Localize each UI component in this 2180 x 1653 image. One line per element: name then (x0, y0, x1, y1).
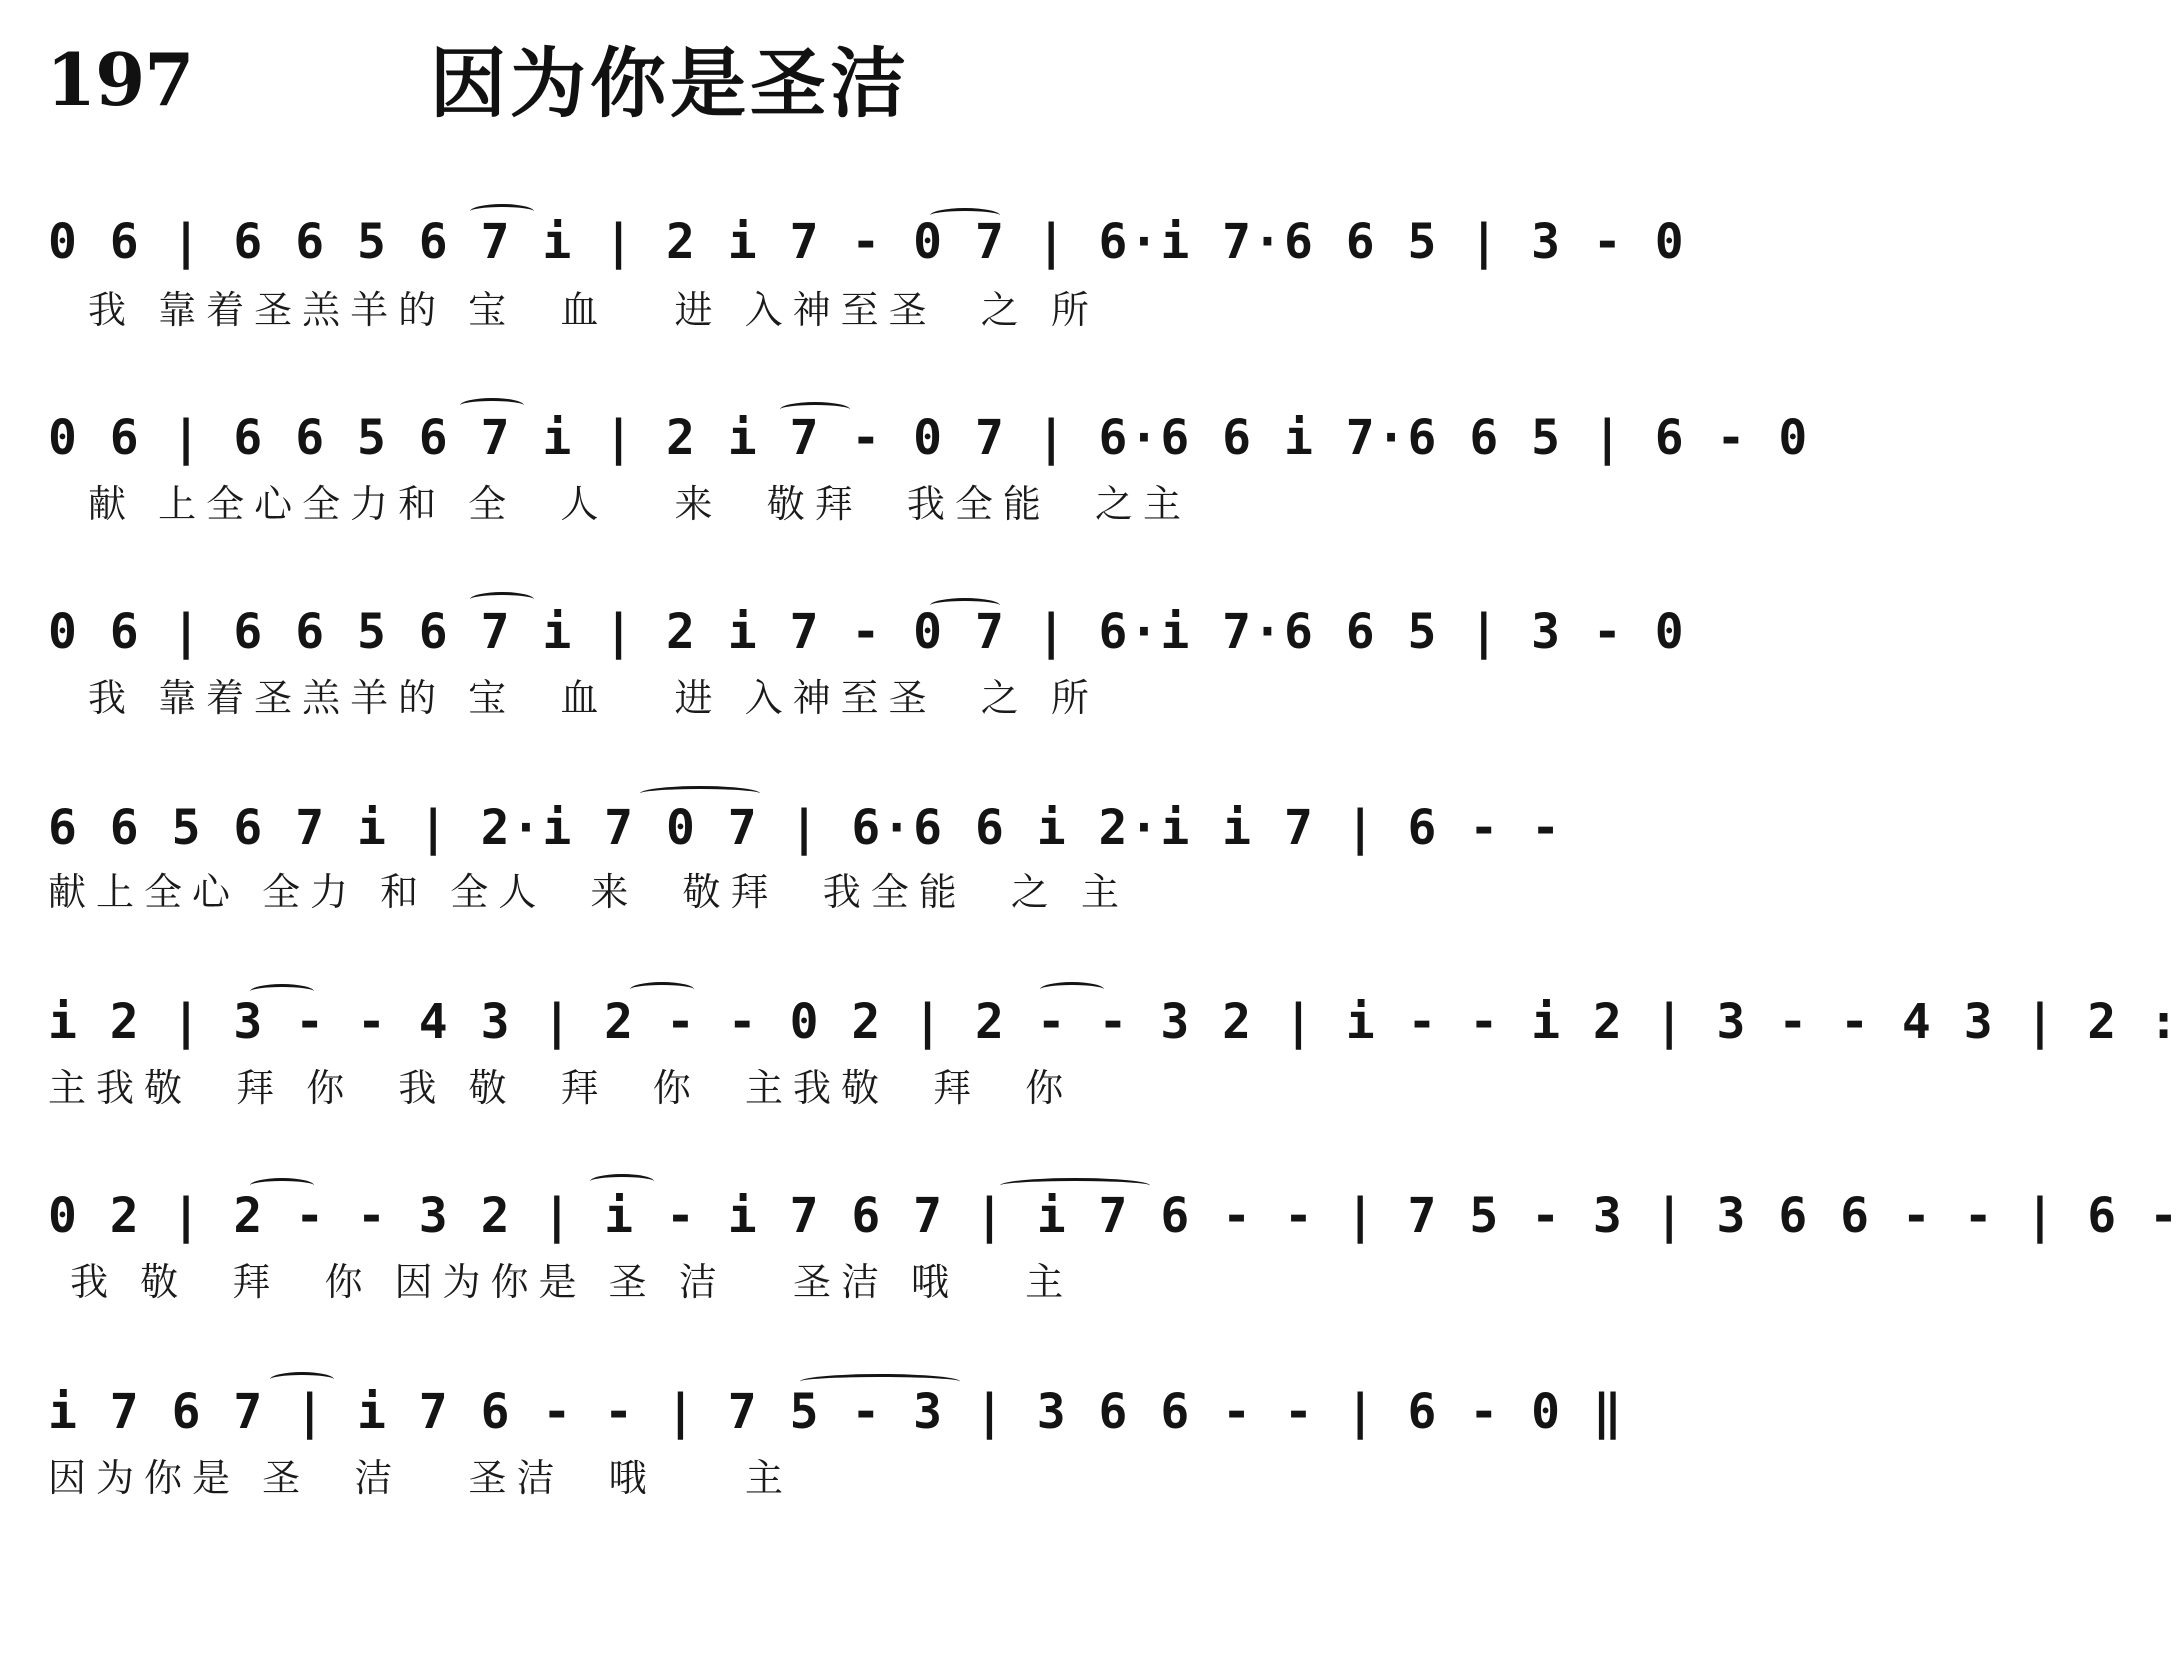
slur-mark (930, 208, 1000, 223)
notes-line-6: 0 2 | 2 - - 3 2 | i - i 7 6 7 | i 7 6 - - | 7 5 - 3 | 3 6 6 - - | 6 - (48, 1188, 2180, 1244)
hymn-title: 因为你是圣洁 (430, 39, 910, 128)
slur-mark (780, 402, 850, 417)
slur-mark (470, 592, 534, 607)
slur-mark (460, 398, 524, 413)
slur-mark (250, 1178, 314, 1193)
slur-mark (930, 598, 1000, 613)
slur-mark (270, 1372, 334, 1387)
slur-mark (800, 1374, 960, 1389)
notes-line-2: 0 6 | 6 6 5 6 7 i | 2 i 7 - 0 7 | 6·6 6 i 7·6 6 5 | 6 - 0 (48, 410, 1810, 466)
notes-line-4: 6 6 5 6 7 i | 2·i 7 0 7 | 6·6 6 i 2·i i 7 | 6 - - (48, 800, 1563, 856)
notes-line-3: 0 6 | 6 6 5 6 7 i | 2 i 7 - 0 7 | 6·i 7·6 6 5 | 3 - 0 (48, 604, 1686, 660)
lyrics-line-4: 献上全心 全力 和 全人 来 敬拜 我全能 之 主 (48, 870, 1129, 914)
lyrics-line-5: 主我敬 拜 你 我 敬 拜 你 主我敬 拜 你 (48, 1066, 1074, 1110)
lyrics-line-6: 我 敬 拜 你 因为你是 圣 洁 圣洁 哦 主 (48, 1260, 1074, 1304)
slur-mark (1040, 982, 1104, 997)
slur-mark (250, 984, 314, 999)
slur-mark (1000, 1178, 1150, 1193)
slur-mark (640, 786, 760, 801)
hymn-number: 197 (46, 37, 194, 122)
lyrics-line-7: 因为你是 圣 洁 圣洁 哦 主 (48, 1456, 793, 1500)
lyrics-line-3: 我 靠着圣羔羊的 宝 血 进 入神至圣 之 所 (88, 676, 1099, 720)
notes-line-5: i 2 | 3 - - 4 3 | 2 - - 0 2 | 2 - - 3 2 | i - - i 2 | 3 - - 4 3 | 2 : (48, 994, 2180, 1050)
lyrics-line-2: 献 上全心全力和 全 人 来 敬拜 我全能 之主 (88, 482, 1192, 526)
slur-mark (590, 1174, 654, 1189)
notes-line-7: i 7 6 7 | i 7 6 - - | 7 5 - 3 | 3 6 6 - - | 6 - 0 ‖ (48, 1384, 1624, 1440)
slur-mark (470, 204, 534, 219)
slur-mark (630, 982, 694, 997)
lyrics-line-1: 我 靠着圣羔羊的 宝 血 进 入神至圣 之 所 (88, 288, 1099, 332)
notes-line-1: 0 6 | 6 6 5 6 7 i | 2 i 7 - 0 7 | 6·i 7·6 6 5 | 3 - 0 (48, 214, 1686, 270)
